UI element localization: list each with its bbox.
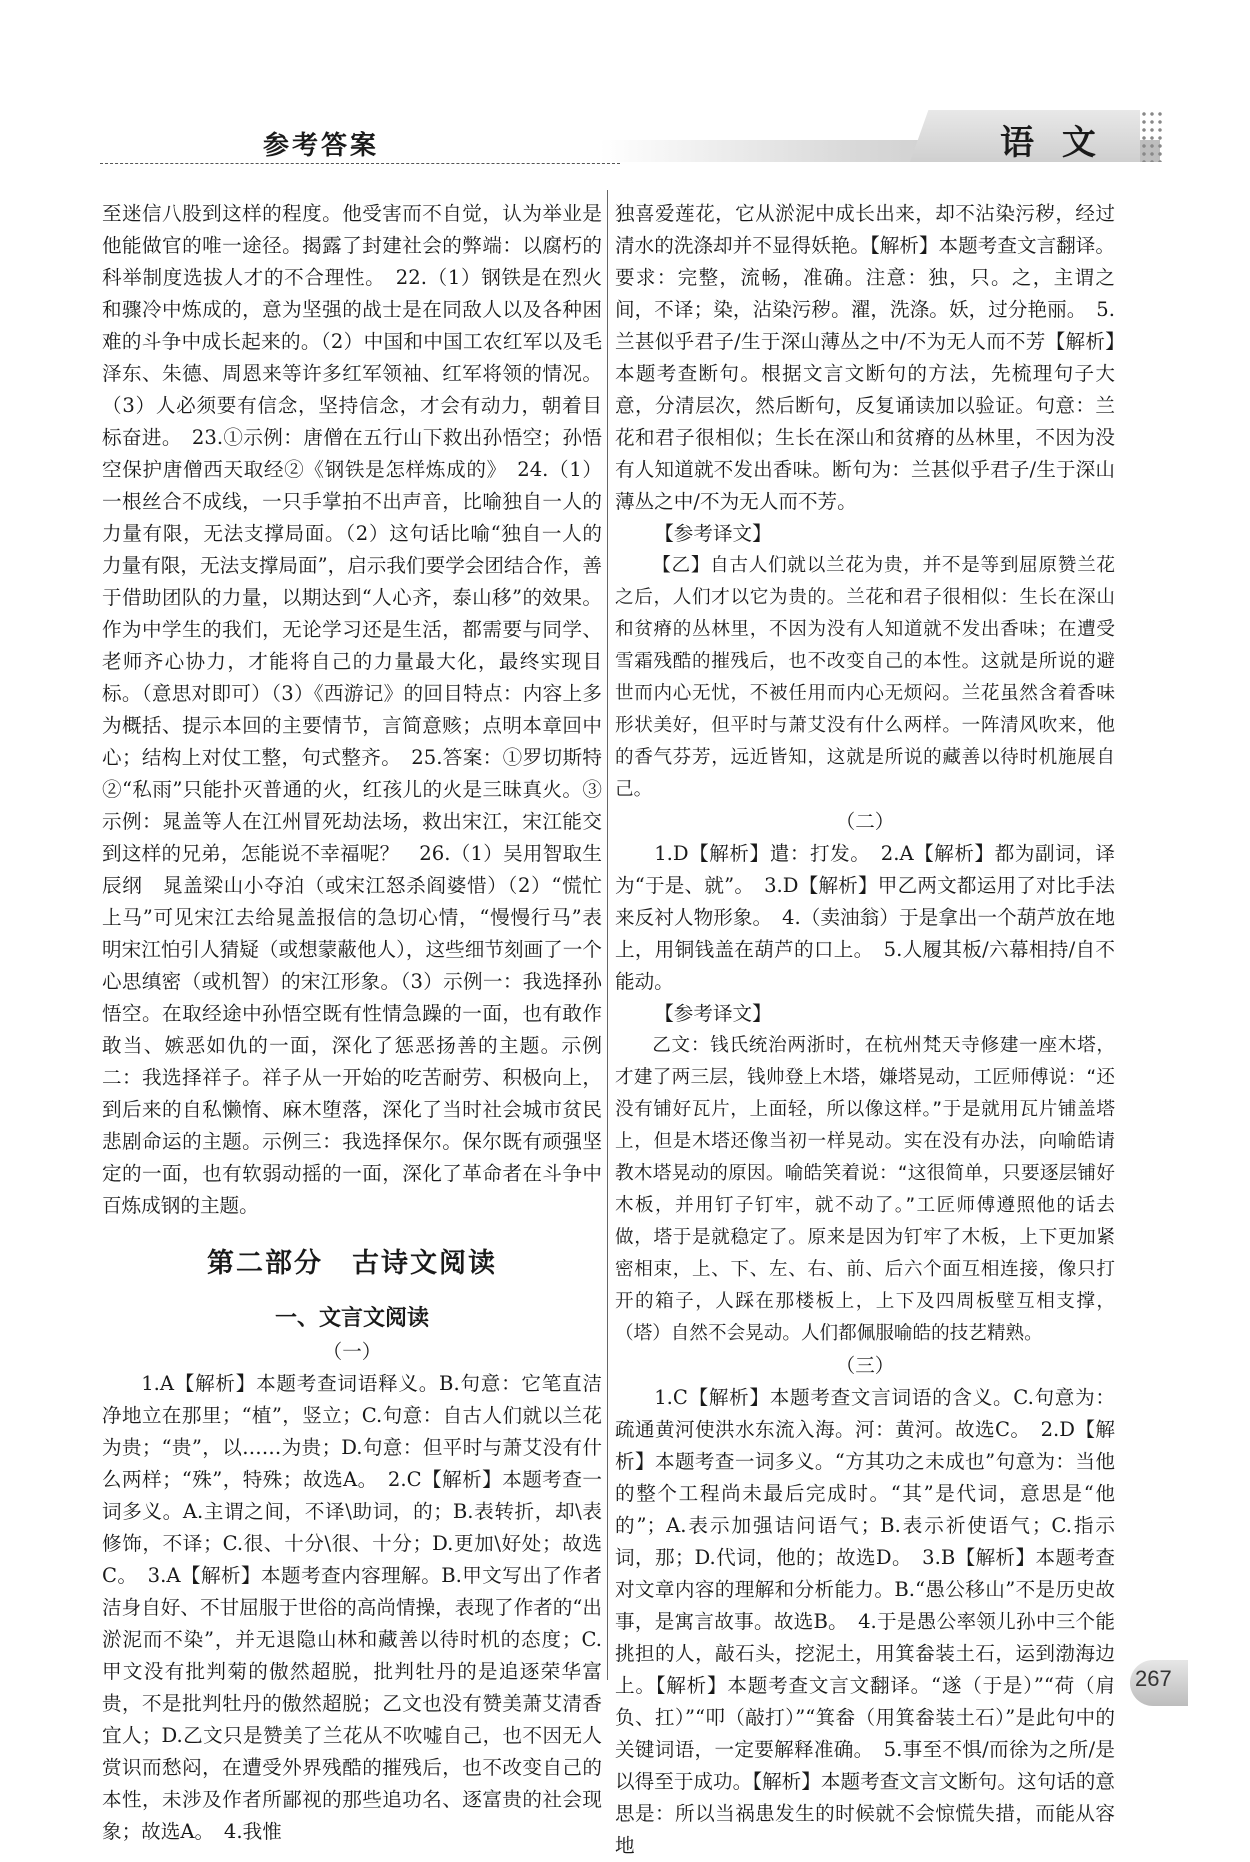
answer-paragraph: 1.D【解析】遣：打发。 2.A【解析】都为副词，译为“于是、就”。 3.D【解析】甲乙两文都运用了对比手法来反衬人物形象。 4.（卖油翁）于是拿出一个葫芦放在地上，用铜钱盖在葫芦的口上。 5.人履其板/六幕相持/自不能动。	[615, 842, 1115, 993]
subsection-title: 一、文言文阅读	[274, 1305, 429, 1331]
part-heading: （三）	[835, 1354, 895, 1377]
part-heading: （二）	[835, 810, 895, 833]
part-heading: （一）	[322, 1340, 382, 1363]
answer-paragraph: 至迷信八股到这样的程度。他受害而不自觉，认为举业是他能做官的唯一途径。揭露了封建社会的弊端：以腐朽的科举制度选拔人才的不合理性。 22.（1）钢铁是在烈火和骤冷中炼成的，意为坚强的战士是在同敌人以及各种困难的斗争中成长起来的。（2）中国和中国工农红军以及毛泽东、朱德、周恩来等许多红军领袖、红军将领的情况。（3）人必须要有信念，坚持信念，才会有动力，朝着目标奋进。 23.①示例：唐僧在五行山下救出孙悟空；孙悟空保护唐僧西天取经②《钢铁是怎样炼成的》 24.（1）一根丝合不成线，一只手掌拍不出声音，比喻独自一人的力量有限，无法支撑局面。（2）这句话比喻“独自一人的力量有限，无法支撑局面”，启示我们要学会团结合作，善于借助团队的力量，以期达到“人心齐，泰山移”的效果。作为中学生的我们，无论学习还是生活，都需要与同学、老师齐心协力，才能将自己的力量最大化，最终实现目标。（意思对即可）（3）《西游记》的回目特点：内容上多为概括、提示本回的主要情节，言简意赅；点明本章回中心；结构上对仗工整，句式整齐。 25.答案：①罗切斯特②“私雨”只能扑灭普通的火，红孩儿的火是三昧真火。③示例：晁盖等人在江州冒死劫法场，救出宋江，宋江能交到这样的兄弟，怎能说不幸福呢？ 26.（1）吴用智取生辰纲 晁盖梁山小夺泊（或宋江怒杀阎婆惜）（2）“慌忙上马”可见宋江去给晁盖报信的急切心情，“慢慢行马”表明宋江怕引人猜疑（或想蒙蔽他人），这些细节刻画了一个心思缜密（或机智）的宋江形象。（3）示例一：我选择孙悟空。在取经途中孙悟空既有性情急躁的一面，也有敢作敢当、嫉恶如仇的一面，深化了惩恶扬善的主题。示例二：我选择祥子。祥子从一开始的吃苦耐劳、积极向上，到后来的自私懒惰、麻木堕落，深化了当时社会城市贫民悲剧命运的主题。示例三：我选择保尔。保尔既有顽强坚定的一面，也有软弱动摇的一面，深化了革命者在斗争中百炼成钢的主题。	[102, 202, 602, 1217]
left-column	[102, 198, 602, 1848]
answer-paragraph: 1.A【解析】本题考查词语释义。B.句意：它笔直洁净地立在那里；“植”，竖立；C.句意：自古人们就以兰花为贵；“贵”，以……为贵；D.句意：但平时与萧艾没有什么两样；“殊”，特殊；故选A。 2.C【解析】本题考查一词多义。A.主谓之间，不译\助词，的；B.表转折，却\表修饰，不译；C.很、十分\很、十分；D.更加\好处；故选C。 3.A【解析】本题考查内容理解。B.甲文写出了作者洁身自好、不甘屈服于世俗的高尚情操，表现了作者的“出淤泥而不染”，并无退隐山林和藏善以待时机的态度；C.甲文没有批判菊的傲然超脱，批判牡丹的是追逐荣华富贵，不是批判牡丹的傲然超脱；乙文也没有赞美萧艾清香宜人；D.乙文只是赞美了兰花从不吹嘘自己，也不因无人赏识而愁闷，在遭受外界残酷的摧残后，也不改变自己的本性，未涉及作者所鄙视的那些追功名、逐富贵的社会现象；故选A。 4.我惟	[102, 1372, 602, 1843]
header-subject-title: 语 文	[1000, 123, 1104, 163]
translation-paragraph: 【乙】自古人们就以兰花为贵，并不是等到屈原赞兰花之后，人们才以它为贵的。兰花和君子很相似：生长在深山和贫瘠的丛林里，不因为没有人知道就不发出香味；在遭受雪霜残酷的摧残后，也不改变自己的本性。这就是所说的避世而内心无忧，不被任用而内心无烦闷。兰花虽然含着香味形状美好，但平时与萧艾没有什么两样。一阵清风吹来，他的香气芬芳，远近皆知，这就是所说的藏善以待时机施展自己。	[615, 555, 1115, 800]
page-number: 267	[1135, 1666, 1172, 1691]
right-column	[615, 198, 1115, 1862]
answer-paragraph: 独喜爱莲花，它从淤泥中成长出来，却不沾染污秽，经过清水的洗涤却并不显得妖艳。【解析】本题考查文言翻译。要求：完整，流畅，准确。注意：独，只。之，主谓之间，不译；染，沾染污秽。濯，洗涤。妖，过分艳丽。 5.兰甚似乎君子/生于深山薄丛之中/不为无人而不芳【解析】本题考查断句。根据文言文断句的方法，先梳理句子大意，分清层次，然后断句，反复诵读加以验证。句意：兰花和君子很相似；生长在深山和贫瘠的丛林里，不因为没有人知道就不发出香味。断句为：兰甚似乎君子/生于深山薄丛之中/不为无人而不芳。	[615, 202, 1115, 513]
header-rule	[100, 163, 620, 164]
page-header	[0, 95, 1250, 165]
translation-paragraph: 乙文：钱氏统治两浙时，在杭州梵天寺修建一座木塔，才建了两三层，钱帅登上木塔，嫌塔晃动，工匠师傅说：“还没有铺好瓦片，上面轻，所以像这样。”于是就用瓦片铺盖塔上，但是木塔还像当初一样晃动。实在没有办法，向喻皓请教木塔晃动的原因。喻皓笑着说：“这很简单，只要逐层铺好木板，并用钉子钉牢，就不动了。”工匠师傅遵照他的话去做，塔于是就稳定了。原来是因为钉牢了木板，上下更加紧密相束，上、下、左、右、前、后六个面互相连接，像只打开的箱子，人踩在那楼板上，上下及四周板壁互相支撑，（塔）自然不会晃动。人们都佩服喻皓的技艺精熟。	[615, 1035, 1115, 1344]
header-dots	[1140, 110, 1165, 162]
reference-translation-tag: 【参考译文】	[654, 1002, 772, 1025]
answer-paragraph: 1.C【解析】本题考查文言词语的含义。C.句意为：疏通黄河使洪水东流入海。河：黄河。故选C。 2.D【解析】本题考查一词多义。“方其功之未成也”句意为：当他的整个工程尚未最后完成时。“其”是代词，意思是“他的”；A.表示加强诘问语气；B.表示祈使语气；C.指示词，那；D.代词，他的；故选D。 3.B【解析】本题考查对文章内容的理解和分析能力。B.“愚公移山”不是历史故事，是寓言故事。故选B。 4.于是愚公率领儿孙中三个能挑担的人，敲石头，挖泥土，用箕畚装土石，运到渤海边上。【解析】本题考查文言文翻译。“遂（于是）”“荷（肩负、扛）”“叩（敲打）”“箕畚（用箕畚装土石）”是此句中的关键词语，一定要解释准确。 5.事至不惧/而徐为之所/是以得至于成功。【解析】本题考查文言文断句。这句话的意思是：所以当祸患发生的时候就不会惊慌失措，而能从容地	[615, 1386, 1115, 1857]
header-left-title: 参考答案	[263, 131, 380, 161]
section-title: 第二部分 古诗文阅读	[207, 1248, 497, 1279]
column-divider	[607, 190, 608, 1680]
reference-translation-tag: 【参考译文】	[654, 522, 772, 545]
